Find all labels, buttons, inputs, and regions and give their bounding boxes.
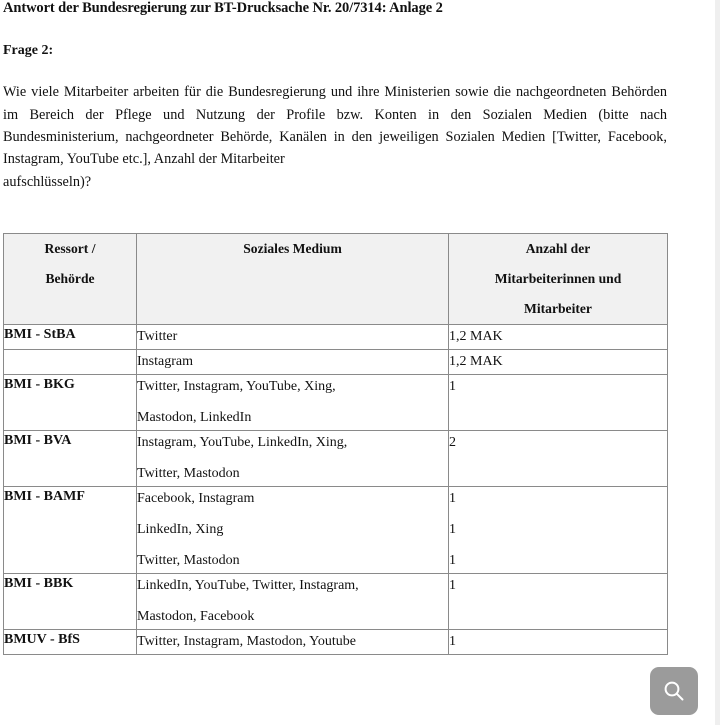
medium-line: Mastodon, Facebook: [137, 608, 255, 624]
search-icon: [661, 678, 687, 704]
cell-medium: [137, 573, 449, 629]
cell-anzahl: [449, 374, 668, 430]
table-row: [4, 374, 668, 430]
column-header-medium-line1: Soziales Medium: [243, 240, 342, 256]
medium-line: Instagram, YouTube, LinkedIn, Xing,: [137, 434, 348, 450]
table-row: [4, 573, 668, 629]
medium-line: Twitter: [137, 328, 178, 344]
medium-line: Twitter, Instagram, Mastodon, Youtube: [137, 633, 356, 649]
table-row: [4, 349, 668, 374]
cell-ressort: BMUV - BfS: [4, 629, 137, 654]
medium-line: Mastodon, LinkedIn: [137, 409, 252, 425]
document-title: Antwort der Bundesregierung zur BT-Drucksache Nr. 20/7314: Anlage 2: [3, 0, 443, 16]
question-text-body: Wie viele Mitarbeiter arbeiten für die Bundesregierung und ihre Ministerien sowie die nachgeordneten Behörden im Bereich der Pflege und Nutzung der Profile bzw. Konten in den Sozialen Medien (bitte nach Bundesministerium, nachgeordneter Behörde, Kanälen in den jeweiligen Sozialen Medien [Twitter, Facebook, Instagram, YouTube etc.], Anzahl der Mitarbeiter: [3, 84, 667, 168]
table-body: [4, 324, 668, 654]
anzahl-line: 1: [449, 633, 456, 649]
cell-medium: [137, 374, 449, 430]
anzahl-line: 2: [449, 434, 456, 450]
cell-anzahl: [449, 573, 668, 629]
cell-medium: [137, 324, 449, 349]
table-row: [4, 430, 668, 486]
column-header-ressort: [4, 233, 137, 324]
staff-per-social-media-table: [3, 233, 668, 655]
column-header-ressort-line2: Behörde: [45, 270, 95, 286]
table-row: [4, 324, 668, 349]
table-row: [4, 629, 668, 654]
anzahl-line: 1,2 MAK: [449, 328, 503, 344]
cell-anzahl: [449, 349, 668, 374]
column-header-medium: [137, 233, 449, 324]
cell-anzahl: [449, 324, 668, 349]
cell-medium: [137, 430, 449, 486]
staff-table-container: [3, 193, 668, 655]
cell-ressort: BMI - StBA: [4, 324, 137, 349]
question-text: [3, 58, 667, 192]
medium-line: LinkedIn, YouTube, Twitter, Instagram,: [137, 577, 359, 593]
cell-anzahl: [449, 629, 668, 654]
anzahl-line: 1: [449, 577, 456, 593]
column-header-anzahl-line1: Anzahl der: [525, 240, 591, 256]
question-label: Frage 2:: [3, 42, 54, 58]
medium-line: Instagram: [137, 353, 193, 369]
cell-ressort: BMI - BAMF: [4, 486, 137, 573]
medium-line: Facebook, Instagram: [137, 490, 255, 506]
question-text-last-line: aufschlüsseln)?: [3, 173, 92, 190]
cell-ressort: [4, 349, 137, 374]
cell-ressort: BMI - BBK: [4, 573, 137, 629]
cell-ressort: BMI - BKG: [4, 374, 137, 430]
cell-ressort: BMI - BVA: [4, 430, 137, 486]
page-right-edge-strip: [715, 0, 720, 725]
cell-anzahl: [449, 486, 668, 573]
column-header-ressort-line1: Ressort /: [44, 240, 96, 256]
cell-medium: [137, 486, 449, 573]
anzahl-line: 1,2 MAK: [449, 353, 503, 369]
column-header-anzahl: [449, 233, 668, 324]
medium-line: LinkedIn, Xing: [137, 521, 224, 537]
anzahl-line: 1: [449, 521, 456, 537]
medium-line: Twitter, Mastodon: [137, 552, 240, 568]
cell-medium: [137, 349, 449, 374]
cell-anzahl: [449, 430, 668, 486]
table-header-row: [4, 233, 668, 324]
medium-line: Twitter, Mastodon: [137, 465, 240, 481]
table-row: [4, 486, 668, 573]
medium-line: Twitter, Instagram, YouTube, Xing,: [137, 378, 336, 394]
anzahl-line: 1: [449, 552, 456, 568]
search-button[interactable]: [650, 667, 698, 715]
anzahl-line: 1: [449, 490, 456, 506]
anzahl-line: 1: [449, 378, 456, 394]
table-header: [4, 233, 668, 324]
column-header-anzahl-line3: Mitarbeiter: [524, 300, 592, 316]
cell-medium: [137, 629, 449, 654]
column-header-anzahl-line2: Mitarbeiterinnen und: [494, 270, 622, 286]
